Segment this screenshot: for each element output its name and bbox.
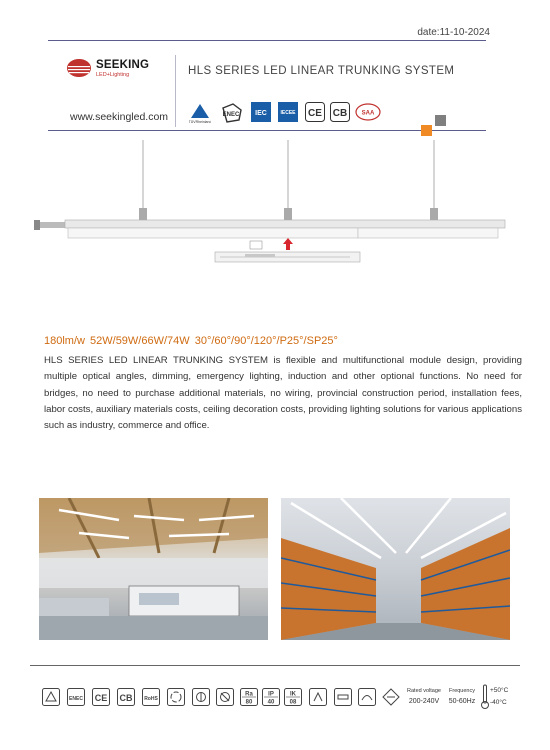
iec-certification-icon [251,102,271,122]
product-description: HLS SERIES LED LINEAR TRUNKING SYSTEM is flexible and multifunctional module design, providing multiple optical angles, dimming, emergency lighting, induction and other optional functions. No need for bridges, no need to purchase additional materials, no wiring, provincial construction period, installation fees, labor costs, auxiliary materials costs, ceiling decoration costs, providing lighting solutions for various applications such as industry, commerce and office. [44,355,522,432]
enec-certification-icon [219,102,245,126]
page-title: HLS SERIES LED LINEAR TRUNKING SYSTEM [188,65,455,77]
cb-certification-icon [330,102,350,122]
saa-certification-icon [355,102,381,122]
factory-application-photo [39,498,268,640]
header-vertical-divider [175,55,176,127]
svg-text:IECEE: IECEE [280,110,296,116]
brand-logo [66,58,176,82]
ra-label: Ra [245,691,253,698]
header-divider [48,40,486,41]
mounting-icon [334,688,352,706]
no-glare-icon [216,688,234,706]
emergency-icon [382,688,400,706]
rated-voltage-value: 200-240V [408,698,440,705]
ip40-icon [262,688,280,706]
iecee-certification-icon [278,102,298,122]
svg-text:CE: CE [308,108,322,119]
website-link[interactable]: www.seekingled.com [70,111,169,123]
ra80-icon [240,688,258,706]
svg-text:CB: CB [119,693,133,703]
svg-text:CE: CE [94,693,108,703]
rohs-icon [142,688,160,706]
installation-icon [309,688,327,706]
warning-icon [42,688,60,706]
ip-label: IP [268,691,274,698]
frequency-label: Frequency [449,688,475,694]
decorative-square-orange [421,125,432,136]
seeking-logo-icon [66,58,92,78]
dimming-icon [358,688,376,706]
warehouse-application-photo [281,498,510,640]
thermometer-icon [480,684,490,710]
brand-name: SEEKING [96,59,150,71]
ce-icon [92,688,110,706]
rated-voltage-label: Rated voltage [407,688,441,694]
svg-text:IEC: IEC [255,110,267,117]
ra-value: 80 [245,699,253,706]
ce-certification-icon [305,102,325,122]
ip-value: 40 [267,699,275,706]
brand-tagline: LED+Lighting [96,72,130,78]
cb-icon [117,688,135,706]
specs-line: 180lm/w 52W/59W/66W/74W 30°/60°/90°/120°/P25°/SP25° [44,335,338,347]
enec-icon [67,688,85,706]
svg-text:ENEC: ENEC [222,112,240,118]
flicker-free-icon [192,688,210,706]
temperature-high: +50°C [490,687,509,694]
recycle-icon [167,688,185,706]
frequency-value: 50-60Hz [448,698,476,705]
svg-text:ENEC: ENEC [69,696,83,702]
svg-text:TÜVRheinland: TÜVRheinland [189,120,211,124]
svg-text:SAA: SAA [361,110,375,117]
document-date: date:11-10-2024 [417,27,490,38]
footer-divider [30,665,520,666]
ik-label: IK [290,691,296,698]
tuv-certification-icon [189,102,211,128]
svg-text:RoHS: RoHS [144,696,158,702]
ik08-icon [284,688,302,706]
decorative-square-gray [435,115,446,126]
temperature-low: -40°C [490,699,507,706]
ik-value: 08 [289,699,297,706]
product-illustration [30,140,520,270]
svg-text:CB: CB [332,108,348,119]
